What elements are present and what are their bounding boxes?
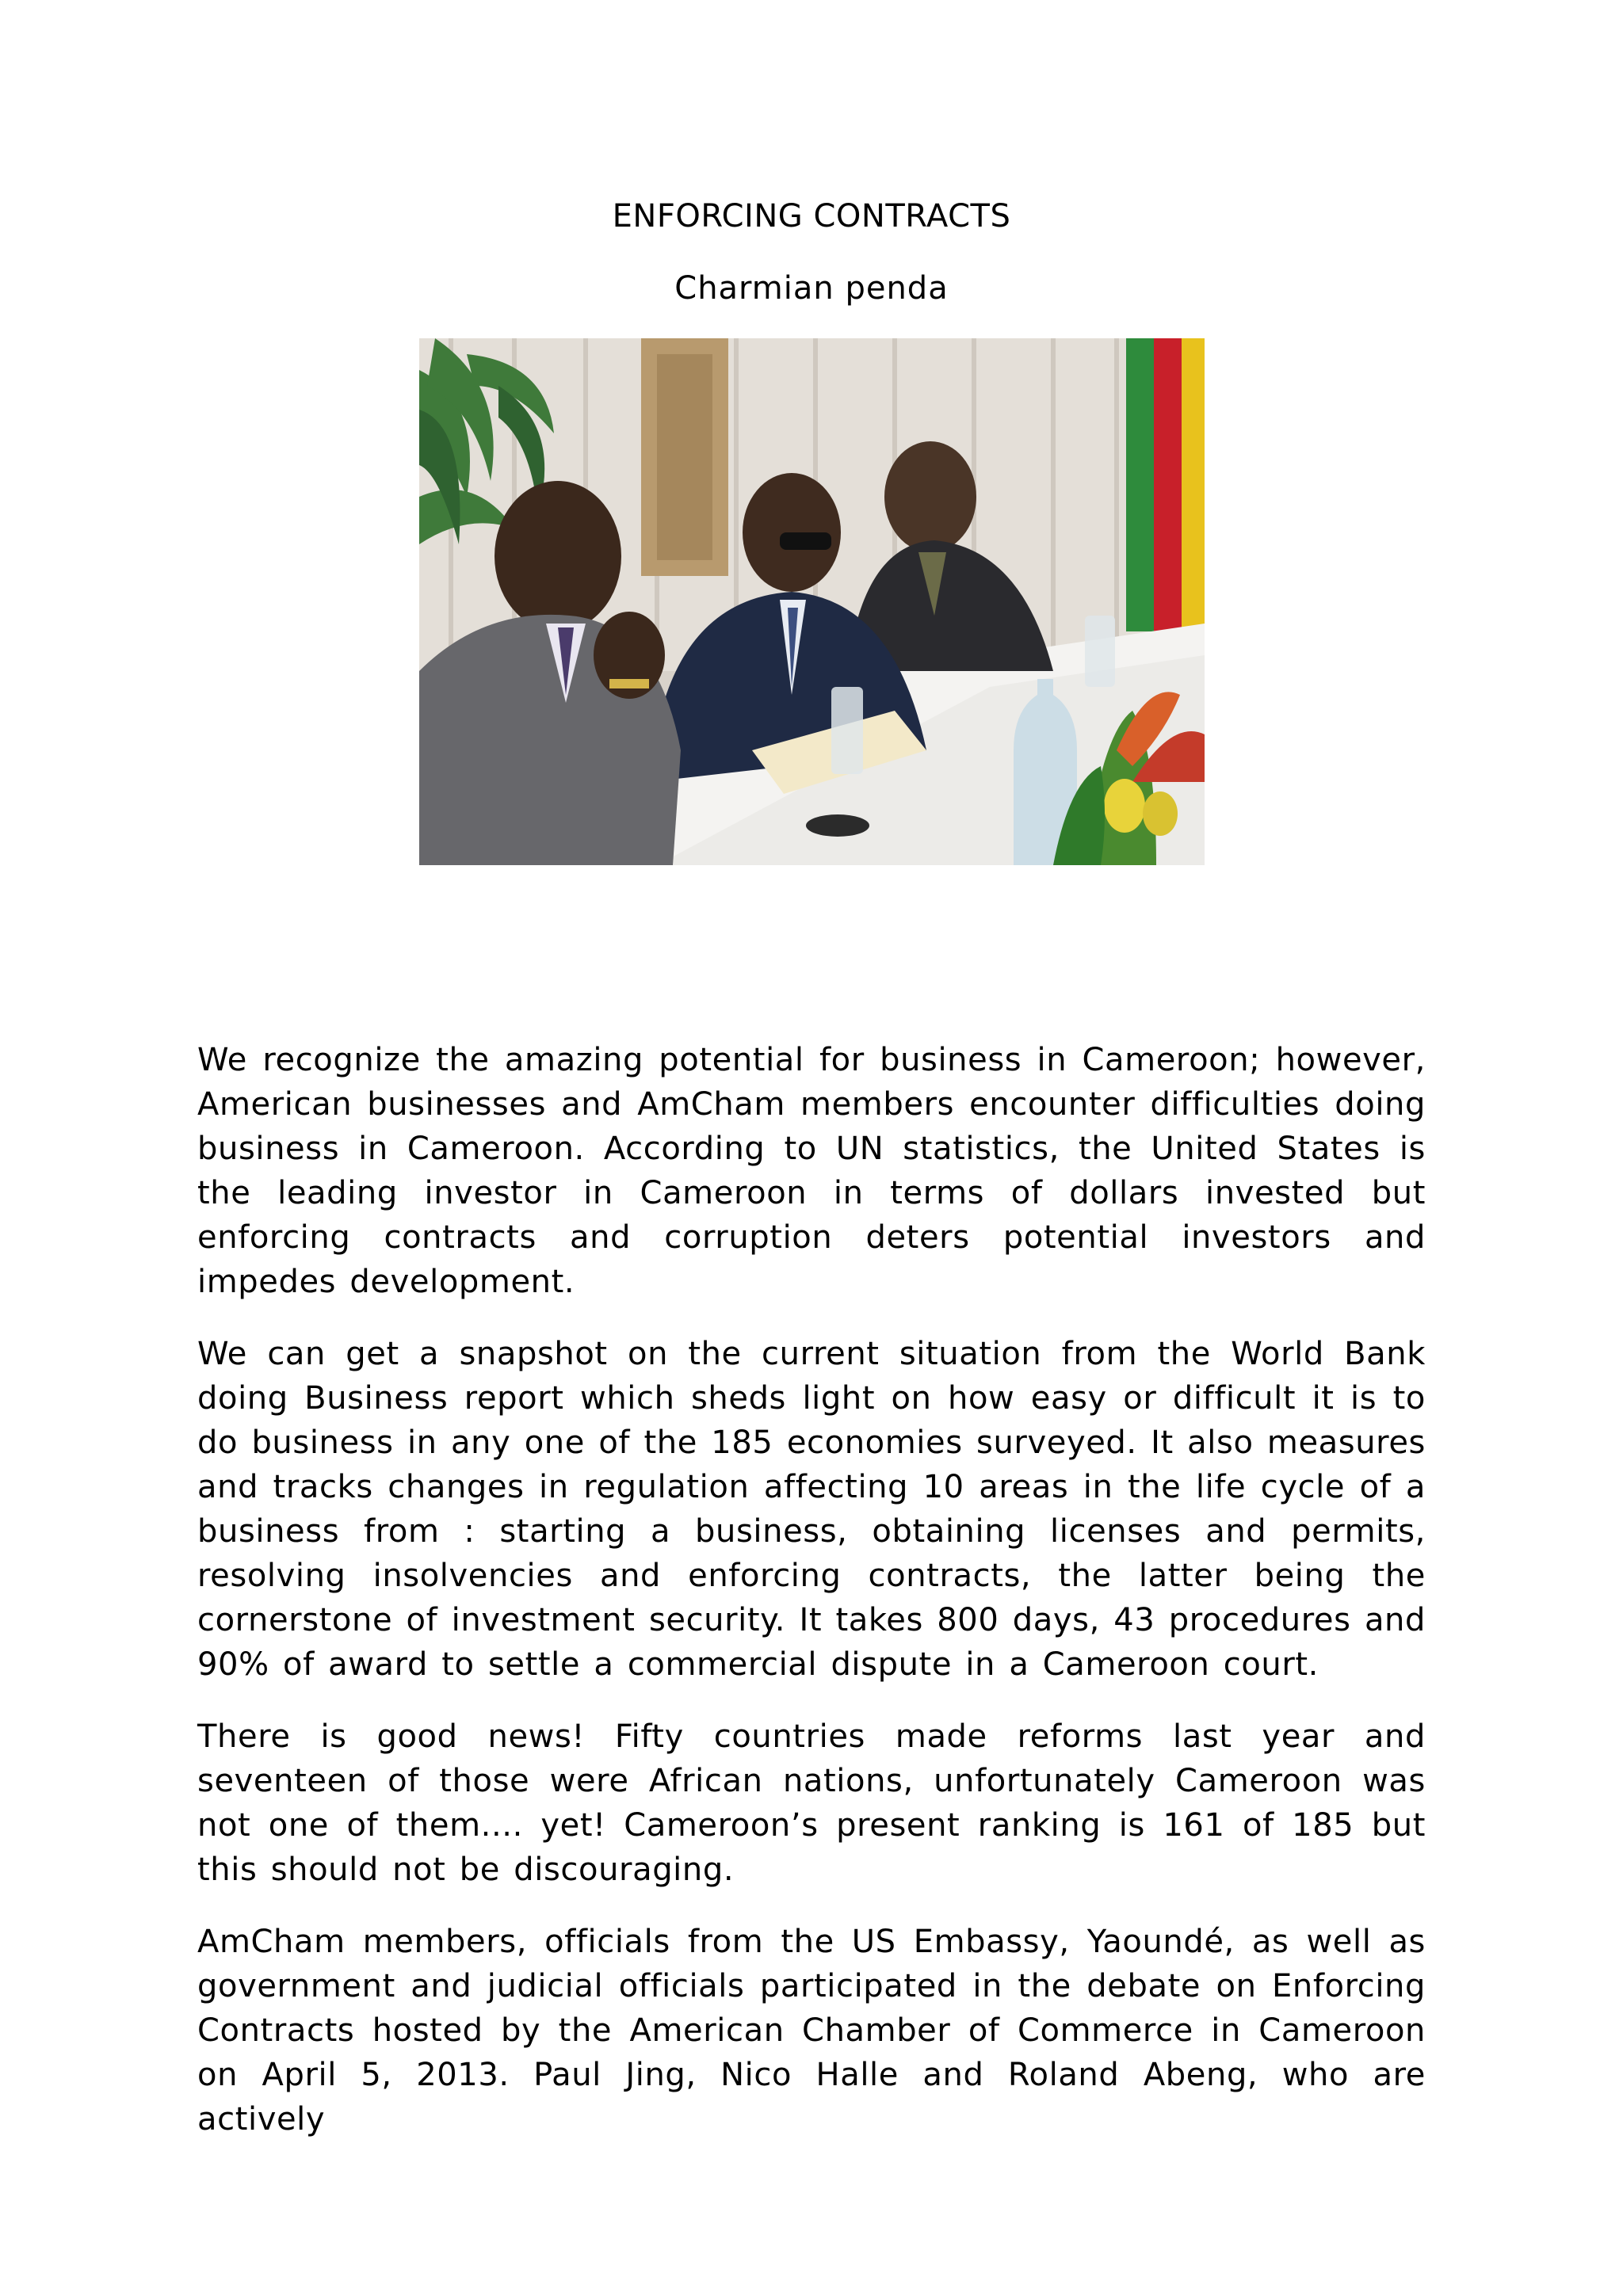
paragraph: There is good news! Fifty countries made reforms last year and seventeen of those were African nations, unfortunately Cameroon was not one of them.... yet! Cameroon’s present ranking is 161 of 185 but this should not be discouraging. bbox=[197, 1718, 1426, 1888]
paragraph: We recognize the amazing potential for business in Cameroon; however, American businesses and AmCham members encounter difficulties doing business in Cameroon. According to UN statistics, the United States is the leading investor in Cameroon in terms of dollars invested but enforcing contracts and corruption deters potential investors and impedes development. bbox=[197, 1042, 1426, 1300]
paragraph: We can get a snapshot on the current situation from the World Bank doing Business report which sheds light on how easy or difficult it is to do business in any one of the 185 economies surveyed. It also measures and tracks changes in regulation affecting 10 areas in the life cycle of a business from : starting a business, obtaining licenses and permits, resolving insolvencies and enforcing contracts, the latter being the cornerstone of investment security. It takes 800 days, 43 procedures and 90% of award to settle a commercial dispute in a Cameroon court. bbox=[197, 1336, 1426, 1683]
document-author: Charmian penda bbox=[674, 270, 949, 307]
document-title: ENFORCING CONTRACTS bbox=[612, 198, 1011, 235]
document-body bbox=[197, 1038, 1426, 2169]
paragraph: AmCham members, officials from the US Embassy, Yaoundé, as well as government and judicial officials participated in the debate on Enforcing Contracts hosted by the American Chamber of Commerce in Cameroon on April 5, 2013. Paul Jing, Nico Halle and Roland Abeng, who are actively bbox=[197, 1924, 1426, 2138]
event-photo bbox=[419, 338, 1205, 865]
